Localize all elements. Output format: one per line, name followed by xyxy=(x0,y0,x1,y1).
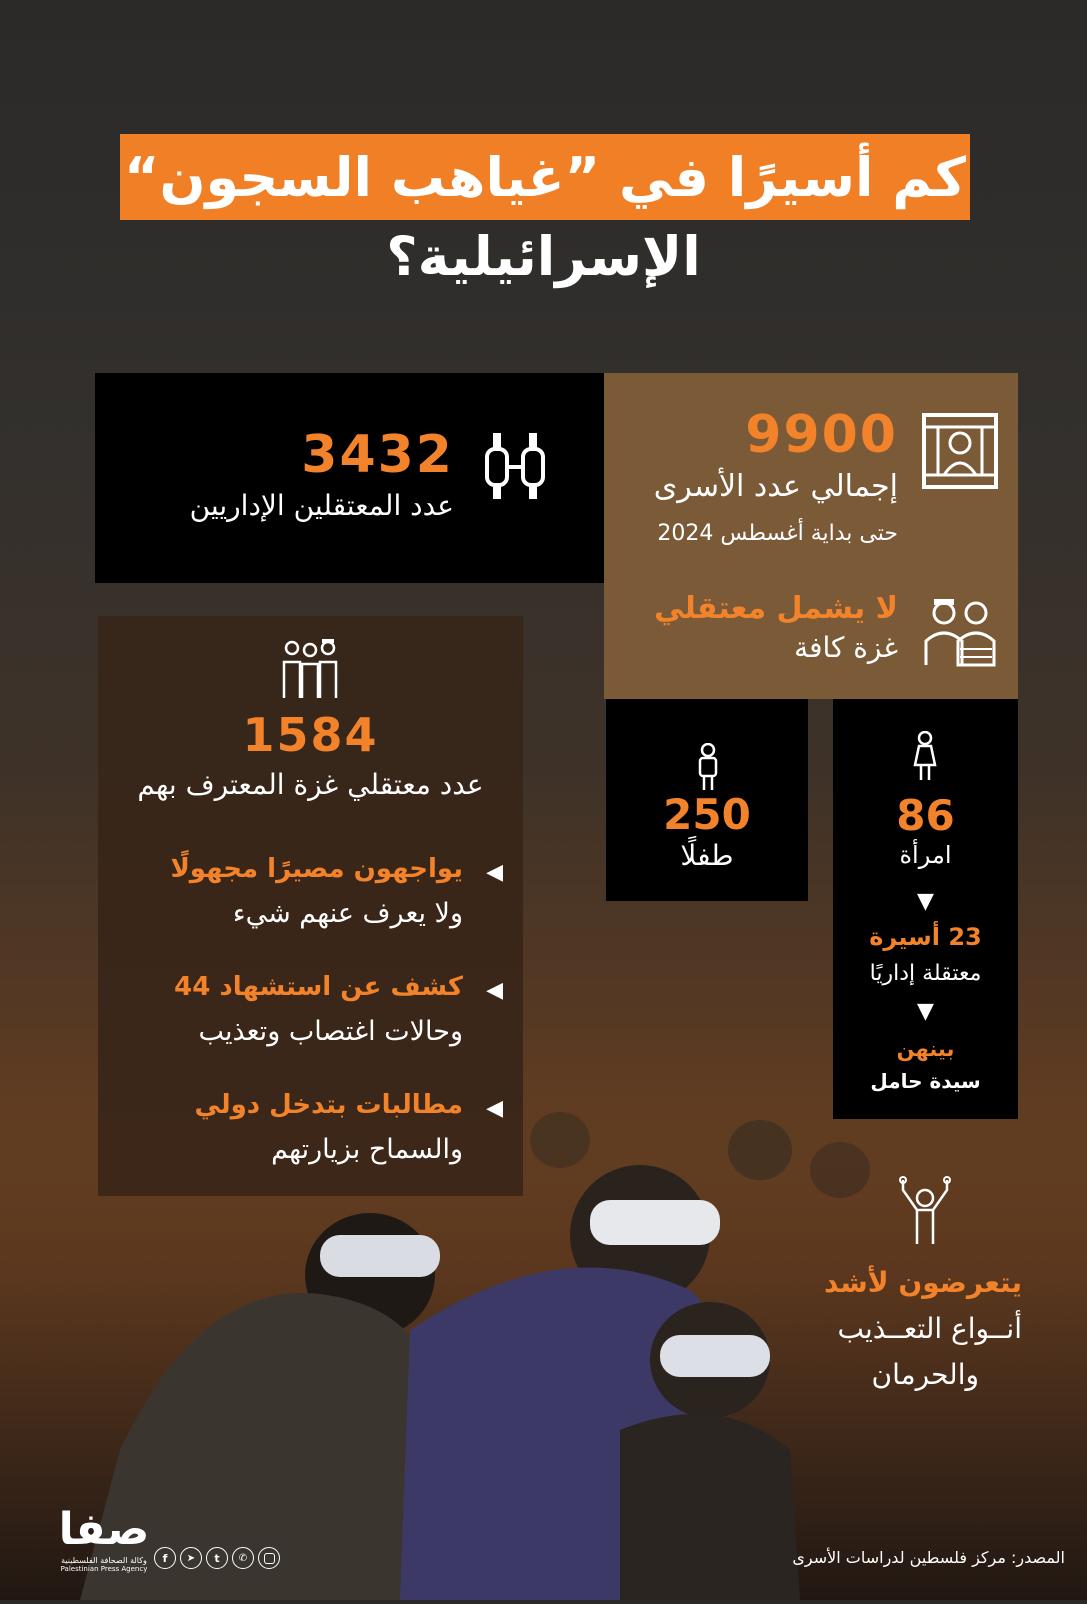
gaza-bullet-1-head: يواجهون مصيرًا مجهولًا xyxy=(170,854,463,884)
gaza-value: 1584 xyxy=(242,708,379,762)
women-label: امرأة xyxy=(899,841,952,869)
social-icons xyxy=(154,1547,280,1569)
children-value: 250 xyxy=(663,790,751,839)
instagram-icon[interactable] xyxy=(258,1547,280,1569)
gaza-bullet-2-sub: وحالات اغتصاب وتعذيب xyxy=(198,1016,463,1047)
agency-logo xyxy=(56,1504,152,1574)
administrative-detainees-panel xyxy=(95,373,604,583)
total-note-sub: غزة كافة xyxy=(794,631,898,664)
children-label: طفلًا xyxy=(680,839,734,872)
administrative-value: 3432 xyxy=(301,425,454,485)
down-arrow-icon: ▼ xyxy=(917,999,934,1024)
logo-text: صفا xyxy=(58,1504,150,1555)
handcuffs-icon xyxy=(481,431,549,501)
torture-line-1: أنــواع التعــذيب xyxy=(837,1312,1022,1345)
total-label: إجمالي عدد الأسرى xyxy=(653,469,898,504)
total-value: 9900 xyxy=(745,405,898,465)
gaza-bullet-3-sub: والسماح بزيارتهم xyxy=(271,1134,463,1165)
administrative-label: عدد المعتقلين الإداريين xyxy=(189,489,454,522)
detainees-group-icon xyxy=(278,638,342,700)
children-panel xyxy=(606,699,808,901)
gaza-bullet-1-sub: ولا يعرف عنهم شيء xyxy=(232,898,463,929)
women-pregnant-head: بينهن xyxy=(896,1037,955,1061)
women-admin-head: 23 أسيرة xyxy=(869,923,982,951)
total-date: حتى بداية أغسطس 2024 xyxy=(657,521,898,546)
gaza-bullet-2-head: كشف عن استشهاد 44 xyxy=(174,972,463,1002)
agency-name-en: Palestinian Press Agency xyxy=(60,1565,148,1573)
women-panel xyxy=(833,699,1018,1119)
officer-and-prisoner-icon xyxy=(922,595,998,667)
telegram-icon[interactable]: ➤ xyxy=(180,1547,202,1569)
title-line-2: الإسرائيلية؟ xyxy=(386,225,701,288)
bullet-arrow-icon: ◀ xyxy=(486,860,503,885)
bullet-arrow-icon: ◀ xyxy=(486,978,503,1003)
shackled-person-icon xyxy=(897,1176,953,1246)
tumblr-icon[interactable]: t xyxy=(206,1547,228,1569)
source-credit: المصدر: مركز فلسطين لدراسات الأسرى xyxy=(792,1548,1065,1567)
gaza-detainees-panel xyxy=(98,616,523,1196)
facebook-icon[interactable]: f xyxy=(154,1547,176,1569)
down-arrow-icon: ▼ xyxy=(917,889,934,914)
women-admin-sub: معتقلة إداريًا xyxy=(869,961,982,986)
gaza-label: عدد معتقلي غزة المعترف بهم xyxy=(137,768,484,801)
women-pregnant-sub: سيدة حامل xyxy=(870,1069,981,1093)
torture-line-2: والحرمان xyxy=(871,1358,979,1391)
bullet-arrow-icon: ◀ xyxy=(486,1096,503,1121)
total-note-head: لا يشمل معتقلي xyxy=(654,591,898,626)
total-prisoners-panel xyxy=(604,373,1018,699)
torture-head: يتعرضون لأشد xyxy=(824,1266,1022,1299)
title-line-1: كم أسيرًا في ”غياهب السجون“ xyxy=(123,145,967,209)
title-banner xyxy=(120,134,970,220)
women-value: 86 xyxy=(896,791,955,840)
woman-icon xyxy=(911,731,939,781)
agency-name-ar: وكالة الصحافة الفلسطينية xyxy=(61,1556,147,1565)
prison-cell-icon xyxy=(920,411,1000,491)
gaza-bullet-3-head: مطالبات بتدخل دولي xyxy=(194,1090,463,1120)
child-icon xyxy=(695,743,721,791)
whatsapp-icon[interactable]: ✆ xyxy=(232,1547,254,1569)
